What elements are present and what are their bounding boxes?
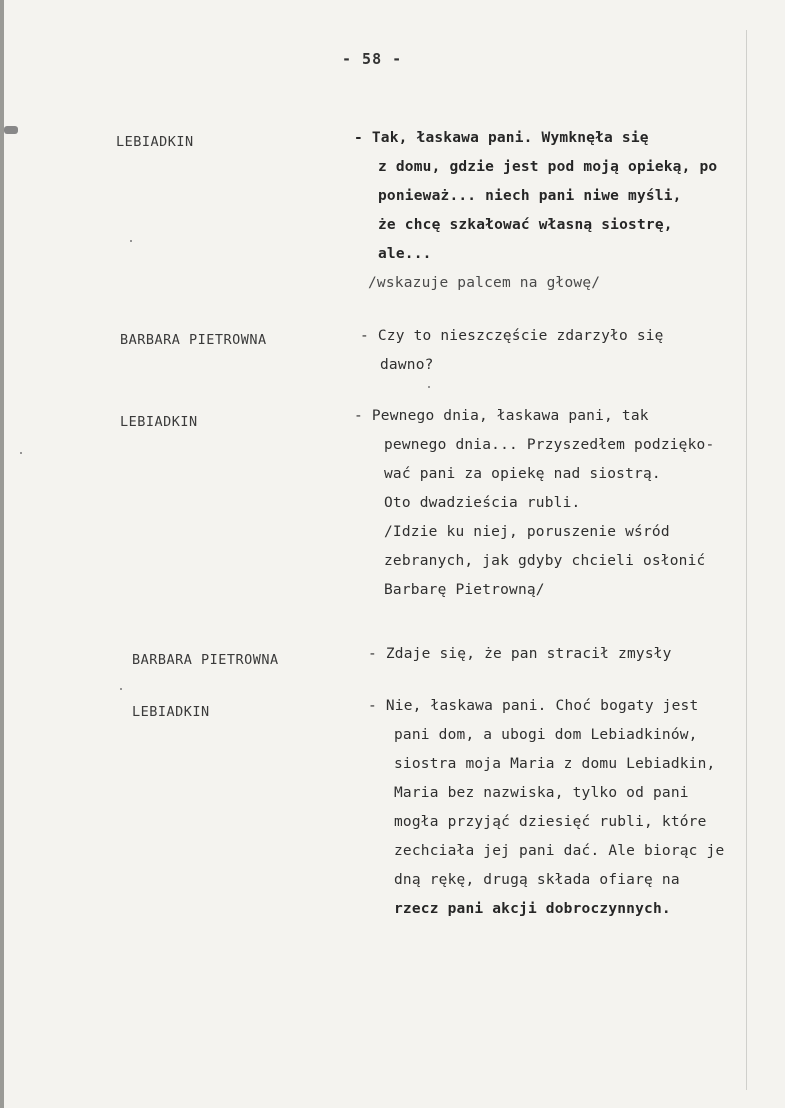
speaker-name: BARBARA PIETROWNA bbox=[120, 332, 267, 348]
speech-line: ponieważ... niech pani niwe myśli, bbox=[378, 188, 682, 204]
speaker-name: LEBIADKIN bbox=[132, 704, 210, 720]
speaker-name: LEBIADKIN bbox=[120, 414, 198, 430]
speech-line: dawno? bbox=[380, 357, 434, 373]
stage-direction: zebranych, jak gdyby chcieli osłonić bbox=[384, 553, 706, 569]
speech-line: rzecz pani akcji dobroczynnych. bbox=[394, 901, 671, 917]
speech-block bbox=[368, 640, 672, 669]
speech-line: - Czy to nieszczęście zdarzyło się bbox=[360, 328, 664, 344]
speech-line: wać pani za opiekę nad siostrą. bbox=[384, 466, 661, 482]
speech-line: zechciała jej pani dać. Ale biorąc je bbox=[394, 843, 725, 859]
speech-line: - Zdaje się, że pan stracił zmysły bbox=[368, 646, 672, 662]
speech-line: z domu, gdzie jest pod moją opieką, po bbox=[378, 159, 718, 175]
speech-line: Oto dwadzieścia rubli. bbox=[384, 495, 581, 511]
scan-left-edge bbox=[0, 0, 4, 1108]
speech-block bbox=[354, 402, 714, 605]
speech-block bbox=[354, 124, 717, 298]
speech-line: pewnego dnia... Przyszedłem podzięko- bbox=[384, 437, 715, 453]
speech-block bbox=[360, 322, 664, 380]
speech-line: dną rękę, drugą składa ofiarę na bbox=[394, 872, 680, 888]
scan-speck bbox=[120, 688, 122, 690]
scan-binding-mark bbox=[4, 126, 18, 134]
speech-line: - Pewnego dnia, łaskawa pani, tak bbox=[354, 408, 649, 424]
speech-line: siostra moja Maria z domu Lebiadkin, bbox=[394, 756, 716, 772]
speech-line: że chcę szkałować własną siostrę, bbox=[378, 217, 673, 233]
speech-block bbox=[368, 692, 724, 924]
speech-line: mogła przyjąć dziesięć rubli, które bbox=[394, 814, 707, 830]
speaker-name: LEBIADKIN bbox=[116, 134, 194, 150]
speech-line: - Tak, łaskawa pani. Wymknęła się bbox=[354, 130, 649, 146]
speaker-name: BARBARA PIETROWNA bbox=[132, 652, 279, 668]
scan-speck bbox=[20, 452, 22, 454]
stage-direction: Barbarę Pietrowną/ bbox=[384, 582, 545, 598]
speech-line: - Nie, łaskawa pani. Choć bogaty jest bbox=[368, 698, 699, 714]
scan-speck bbox=[130, 240, 132, 242]
speech-line: Maria bez nazwiska, tylko od pani bbox=[394, 785, 689, 801]
speech-line: pani dom, a ubogi dom Lebiadkinów, bbox=[394, 727, 698, 743]
speech-line: ale... bbox=[378, 246, 432, 262]
scan-right-edge bbox=[746, 30, 747, 1090]
scan-speck bbox=[428, 386, 430, 388]
stage-direction: /Idzie ku niej, poruszenie wśród bbox=[384, 524, 670, 540]
page-number: - 58 - bbox=[342, 50, 403, 68]
stage-direction: /wskazuje palcem na głowę/ bbox=[368, 275, 601, 291]
